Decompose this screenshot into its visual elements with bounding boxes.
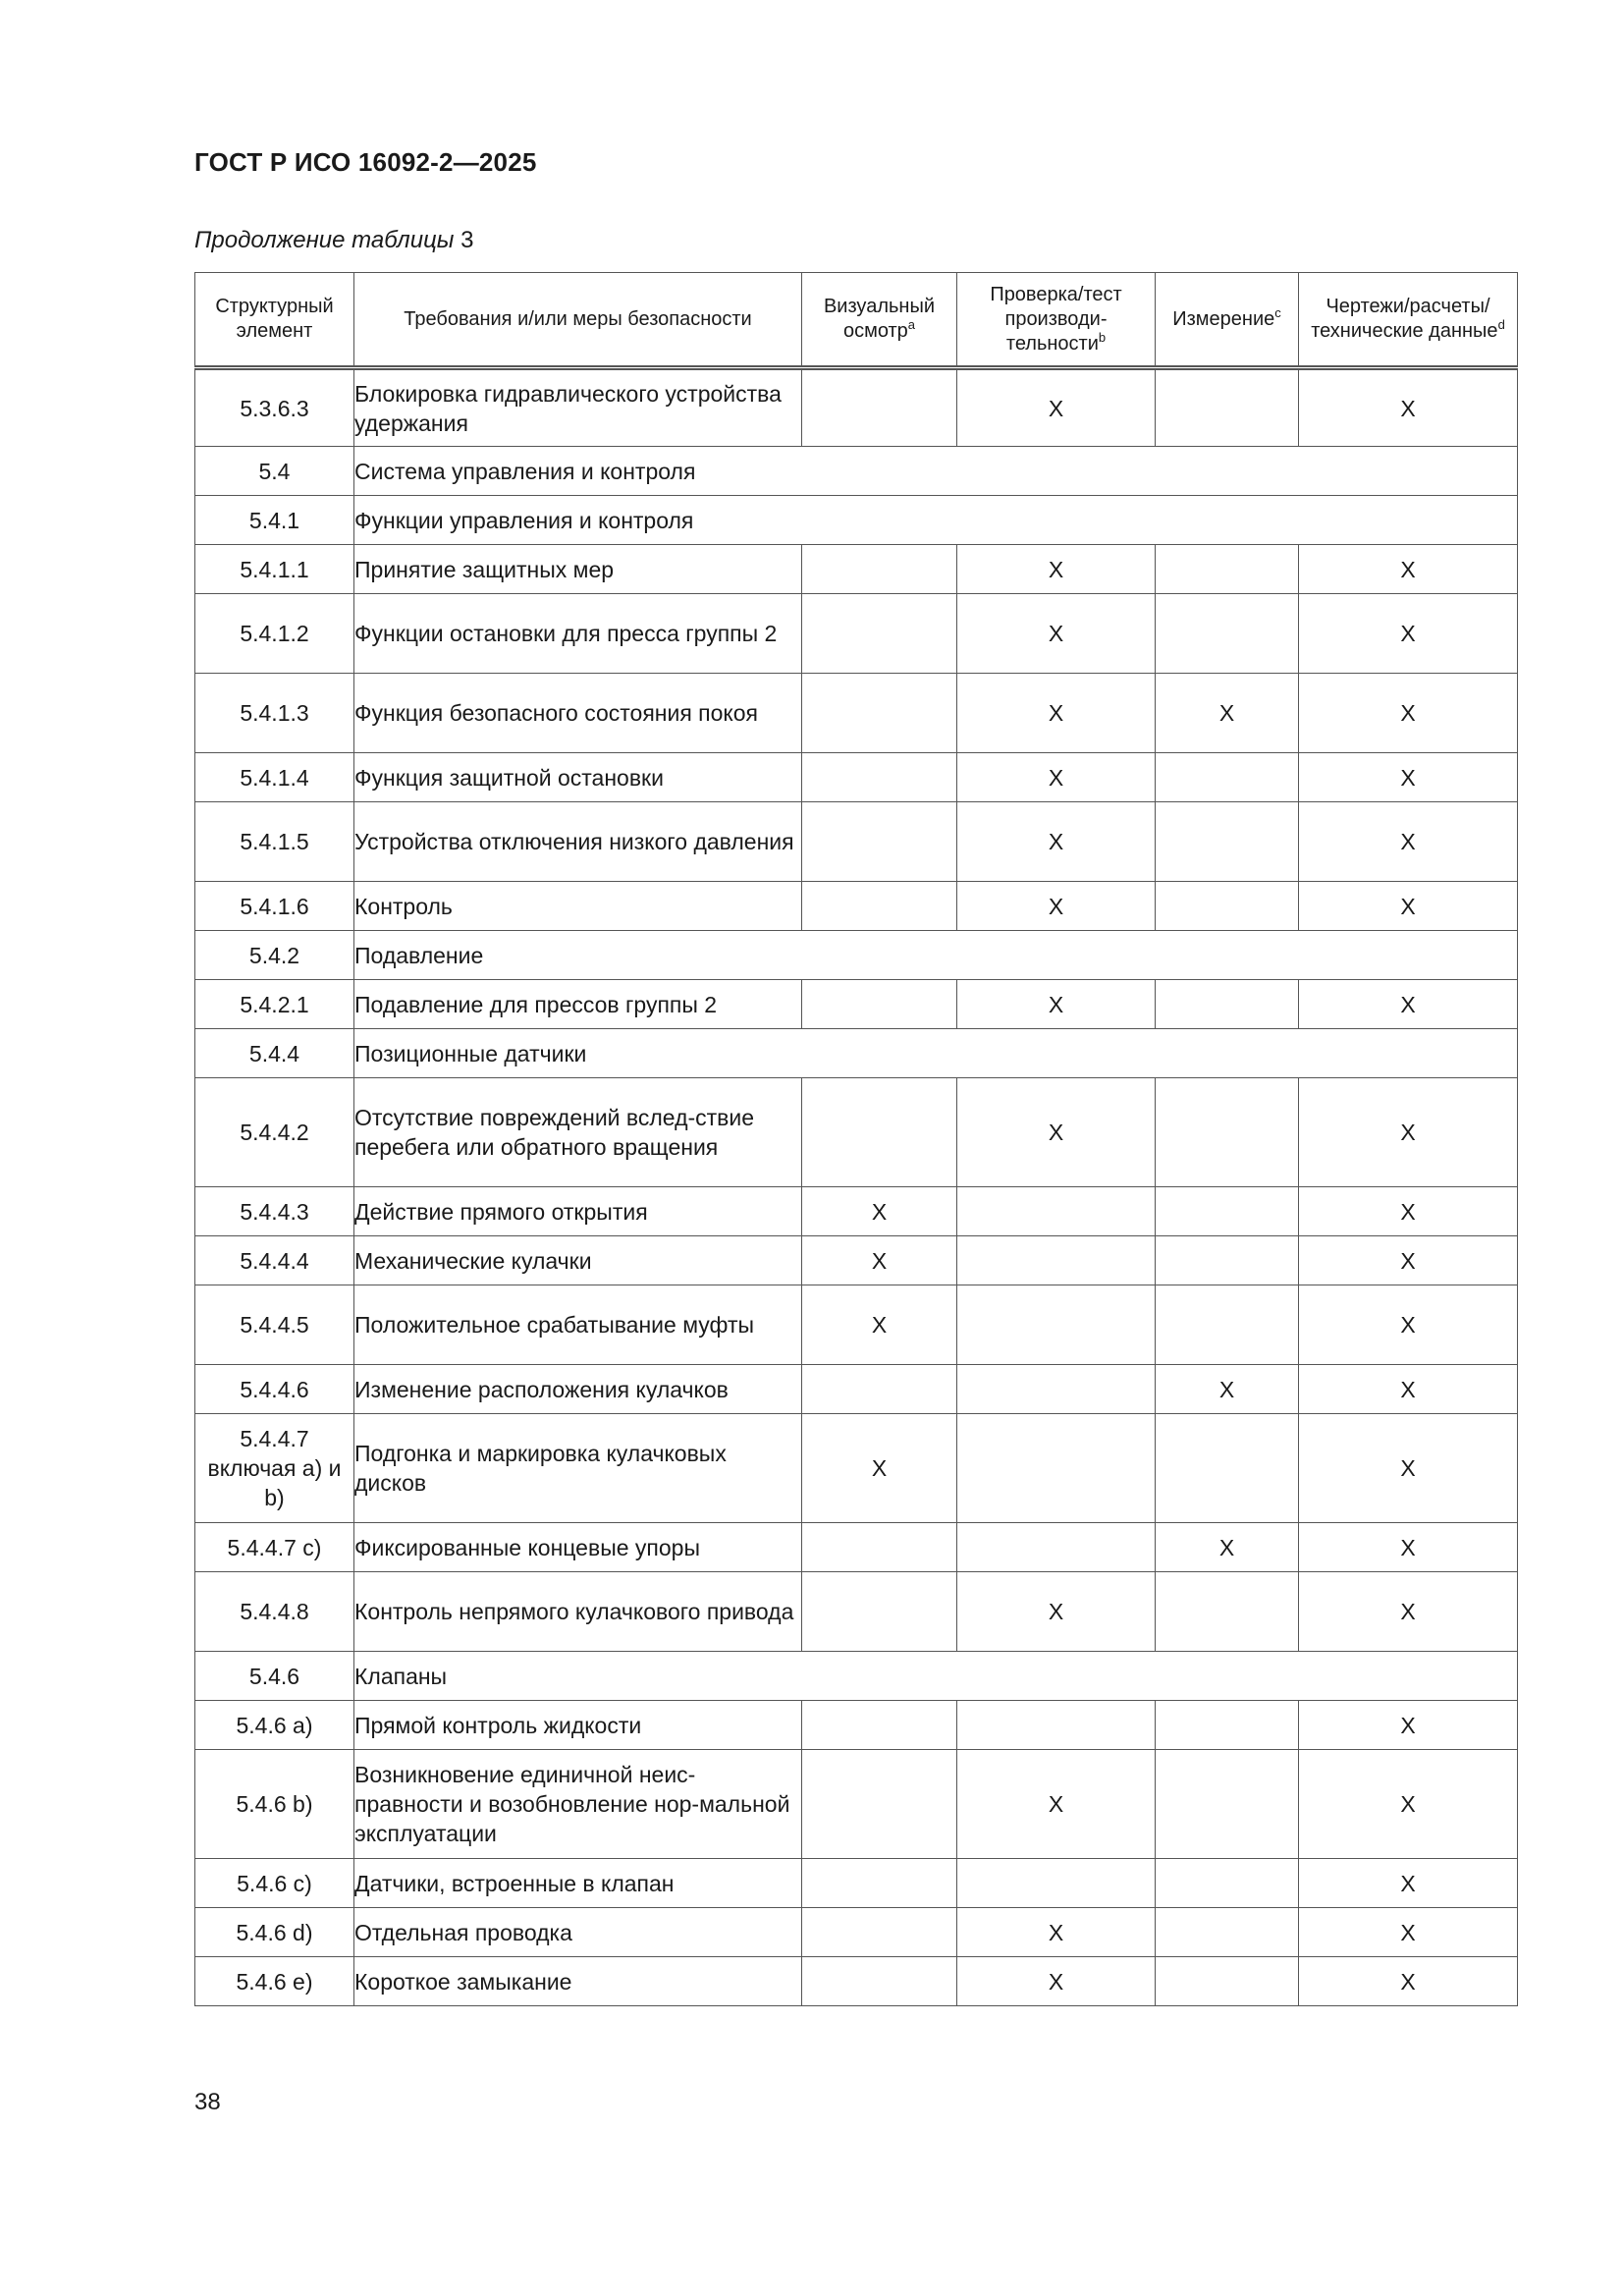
structural-element-cell: 5.4.1.1 [195, 545, 354, 594]
requirement-cell: Позиционные датчики [354, 1029, 1518, 1078]
drawings-data-mark: X [1299, 1957, 1518, 2006]
requirement-cell: Действие прямого открытия [354, 1187, 802, 1236]
header-performance-test: Проверка/тест производи-тельности$^b$ [957, 273, 1156, 368]
requirement-cell: Контроль непрямого кулачкового привода [354, 1572, 802, 1652]
structural-element-cell: 5.4.6 d) [195, 1908, 354, 1957]
table-header-row [195, 273, 1518, 368]
structural-element-cell: 5.4.4.6 [195, 1365, 354, 1414]
visual-inspection-mark [802, 882, 957, 931]
measurement-mark [1156, 980, 1299, 1029]
measurement-mark [1156, 545, 1299, 594]
visual-inspection-mark [802, 1908, 957, 1957]
table-row [195, 802, 1518, 882]
measurement-mark: X [1156, 1523, 1299, 1572]
footnote-marker: b [1098, 329, 1107, 345]
table-row [195, 545, 1518, 594]
requirement-cell: Датчики, встроенные в клапан [354, 1859, 802, 1908]
drawings-data-mark: X [1299, 1750, 1518, 1859]
drawings-data-mark: X [1299, 980, 1518, 1029]
requirement-cell: Система управления и контроля [354, 447, 1518, 496]
measurement-mark: X [1156, 1365, 1299, 1414]
visual-inspection-mark: X [802, 1236, 957, 1285]
performance-test-mark [957, 1414, 1156, 1523]
header-structural-element: Структурный элемент [195, 273, 354, 368]
footnote-marker: a [907, 317, 916, 332]
section-row [195, 1029, 1518, 1078]
requirement-cell: Положительное срабатывание муфты [354, 1285, 802, 1365]
table-row [195, 1859, 1518, 1908]
header-measurement: Измерение$^c$ [1156, 273, 1299, 368]
measurement-mark [1156, 1236, 1299, 1285]
drawings-data-mark: X [1299, 1701, 1518, 1750]
requirements-table [194, 272, 1518, 2006]
table-row [195, 753, 1518, 802]
requirement-cell: Подавление [354, 931, 1518, 980]
measurement-mark [1156, 1078, 1299, 1187]
structural-element-cell: 5.4.6 e) [195, 1957, 354, 2006]
table-row [195, 368, 1518, 447]
section-row [195, 447, 1518, 496]
performance-test-mark: X [957, 1750, 1156, 1859]
structural-element-cell: 5.4.1.4 [195, 753, 354, 802]
measurement-mark [1156, 1957, 1299, 2006]
structural-element-cell: 5.3.6.3 [195, 368, 354, 447]
measurement-mark [1156, 1908, 1299, 1957]
measurement-mark [1156, 802, 1299, 882]
drawings-data-mark: X [1299, 594, 1518, 674]
structural-element-cell: 5.4.4.5 [195, 1285, 354, 1365]
table-row [195, 1908, 1518, 1957]
table-row [195, 674, 1518, 753]
table-body [195, 368, 1518, 2006]
performance-test-mark: X [957, 545, 1156, 594]
drawings-data-mark: X [1299, 1236, 1518, 1285]
requirement-cell: Отдельная проводка [354, 1908, 802, 1957]
performance-test-mark [957, 1523, 1156, 1572]
requirement-cell: Подавление для прессов группы 2 [354, 980, 802, 1029]
requirement-cell: Функции остановки для пресса группы 2 [354, 594, 802, 674]
visual-inspection-mark [802, 1572, 957, 1652]
requirement-cell: Устройства отключения низкого давления [354, 802, 802, 882]
performance-test-mark: X [957, 1957, 1156, 2006]
requirement-cell: Возникновение единичной неис-правности и возобновление нор-мальной эксплуатации [354, 1750, 802, 1859]
visual-inspection-mark [802, 1957, 957, 2006]
measurement-mark [1156, 1285, 1299, 1365]
visual-inspection-mark [802, 1701, 957, 1750]
table-row [195, 1078, 1518, 1187]
structural-element-cell: 5.4.1.3 [195, 674, 354, 753]
header-drawings-data: Чертежи/расчеты/ технические данные$^d$ [1299, 273, 1518, 368]
requirement-cell: Клапаны [354, 1652, 1518, 1701]
visual-inspection-mark [802, 1523, 957, 1572]
measurement-mark [1156, 1859, 1299, 1908]
measurement-mark [1156, 753, 1299, 802]
measurement-mark [1156, 1414, 1299, 1523]
measurement-mark [1156, 368, 1299, 447]
performance-test-mark [957, 1187, 1156, 1236]
performance-test-mark: X [957, 980, 1156, 1029]
structural-element-cell: 5.4.6 a) [195, 1701, 354, 1750]
performance-test-mark: X [957, 1908, 1156, 1957]
visual-inspection-mark: X [802, 1187, 957, 1236]
table-row [195, 980, 1518, 1029]
measurement-mark [1156, 594, 1299, 674]
measurement-mark [1156, 1750, 1299, 1859]
drawings-data-mark: X [1299, 368, 1518, 447]
performance-test-mark: X [957, 1572, 1156, 1652]
structural-element-cell: 5.4.4.8 [195, 1572, 354, 1652]
table-caption [194, 227, 473, 254]
performance-test-mark: X [957, 1078, 1156, 1187]
drawings-data-mark: X [1299, 1365, 1518, 1414]
table-row [195, 594, 1518, 674]
requirement-cell: Прямой контроль жидкости [354, 1701, 802, 1750]
drawings-data-mark: X [1299, 1187, 1518, 1236]
requirement-cell: Механические кулачки [354, 1236, 802, 1285]
visual-inspection-mark [802, 594, 957, 674]
requirement-cell: Блокировка гидравлического устройства удержания [354, 368, 802, 447]
requirement-cell: Принятие защитных мер [354, 545, 802, 594]
table-row [195, 882, 1518, 931]
visual-inspection-mark [802, 802, 957, 882]
structural-element-cell: 5.4.4.3 [195, 1187, 354, 1236]
table-row [195, 1957, 1518, 2006]
requirement-cell: Короткое замыкание [354, 1957, 802, 2006]
structural-element-cell: 5.4 [195, 447, 354, 496]
measurement-mark [1156, 882, 1299, 931]
drawings-data-mark: X [1299, 1523, 1518, 1572]
visual-inspection-mark [802, 1859, 957, 1908]
table-row [195, 1365, 1518, 1414]
performance-test-mark: X [957, 594, 1156, 674]
section-row [195, 931, 1518, 980]
performance-test-mark [957, 1236, 1156, 1285]
section-row [195, 1652, 1518, 1701]
structural-element-cell: 5.4.6 b) [195, 1750, 354, 1859]
requirement-cell: Функции управления и контроля [354, 496, 1518, 545]
table-row [195, 1187, 1518, 1236]
section-row [195, 496, 1518, 545]
drawings-data-mark: X [1299, 1859, 1518, 1908]
drawings-data-mark: X [1299, 802, 1518, 882]
performance-test-mark: X [957, 674, 1156, 753]
visual-inspection-mark [802, 753, 957, 802]
table-row [195, 1523, 1518, 1572]
performance-test-mark: X [957, 368, 1156, 447]
visual-inspection-mark [802, 545, 957, 594]
drawings-data-mark: X [1299, 1078, 1518, 1187]
drawings-data-mark: X [1299, 753, 1518, 802]
table-row [195, 1285, 1518, 1365]
requirement-cell: Отсутствие повреждений вслед-ствие перебега или обратного вращения [354, 1078, 802, 1187]
structural-element-cell: 5.4.1.5 [195, 802, 354, 882]
table-row [195, 1572, 1518, 1652]
visual-inspection-mark [802, 980, 957, 1029]
visual-inspection-mark [802, 368, 957, 447]
structural-element-cell: 5.4.4.2 [195, 1078, 354, 1187]
visual-inspection-mark [802, 1078, 957, 1187]
visual-inspection-mark: X [802, 1414, 957, 1523]
requirement-cell: Фиксированные концевые упоры [354, 1523, 802, 1572]
performance-test-mark [957, 1285, 1156, 1365]
structural-element-cell: 5.4.2 [195, 931, 354, 980]
drawings-data-mark: X [1299, 882, 1518, 931]
structural-element-cell: 5.4.4.4 [195, 1236, 354, 1285]
performance-test-mark: X [957, 882, 1156, 931]
structural-element-cell: 5.4.4.7 c) [195, 1523, 354, 1572]
drawings-data-mark: X [1299, 1572, 1518, 1652]
table-row [195, 1701, 1518, 1750]
structural-element-cell: 5.4.1.6 [195, 882, 354, 931]
table-row [195, 1414, 1518, 1523]
header-requirements: Требования и/или меры безопасности [354, 273, 802, 368]
performance-test-mark: X [957, 802, 1156, 882]
performance-test-mark [957, 1859, 1156, 1908]
structural-element-cell: 5.4.6 c) [195, 1859, 354, 1908]
measurement-mark [1156, 1187, 1299, 1236]
visual-inspection-mark [802, 1365, 957, 1414]
drawings-data-mark: X [1299, 545, 1518, 594]
footnote-marker: d [1497, 317, 1505, 332]
structural-element-cell: 5.4.4 [195, 1029, 354, 1078]
table-row [195, 1236, 1518, 1285]
requirement-cell: Контроль [354, 882, 802, 931]
performance-test-mark: X [957, 753, 1156, 802]
structural-element-cell: 5.4.6 [195, 1652, 354, 1701]
caption-prefix: Продолжение таблицы [194, 227, 455, 253]
caption-number: 3 [460, 227, 474, 253]
requirement-cell: Изменение расположения кулачков [354, 1365, 802, 1414]
measurement-mark: X [1156, 674, 1299, 753]
visual-inspection-mark [802, 674, 957, 753]
structural-element-cell: 5.4.4.7 включая a) и b) [195, 1414, 354, 1523]
drawings-data-mark: X [1299, 1414, 1518, 1523]
measurement-mark [1156, 1572, 1299, 1652]
page-number: 38 [194, 2089, 221, 2115]
drawings-data-mark: X [1299, 1285, 1518, 1365]
table-row [195, 1750, 1518, 1859]
footnote-marker: c [1274, 304, 1281, 320]
performance-test-mark [957, 1365, 1156, 1414]
visual-inspection-mark: X [802, 1285, 957, 1365]
structural-element-cell: 5.4.2.1 [195, 980, 354, 1029]
document-title: ГОСТ Р ИСО 16092-2—2025 [194, 147, 537, 177]
measurement-mark [1156, 1701, 1299, 1750]
visual-inspection-mark [802, 1750, 957, 1859]
structural-element-cell: 5.4.1 [195, 496, 354, 545]
structural-element-cell: 5.4.1.2 [195, 594, 354, 674]
drawings-data-mark: X [1299, 674, 1518, 753]
requirement-cell: Функция безопасного состояния покоя [354, 674, 802, 753]
drawings-data-mark: X [1299, 1908, 1518, 1957]
performance-test-mark [957, 1701, 1156, 1750]
requirement-cell: Функция защитной остановки [354, 753, 802, 802]
header-visual-inspection: Визуальный осмотр$^a$ [802, 273, 957, 368]
requirement-cell: Подгонка и маркировка кулачковых дисков [354, 1414, 802, 1523]
